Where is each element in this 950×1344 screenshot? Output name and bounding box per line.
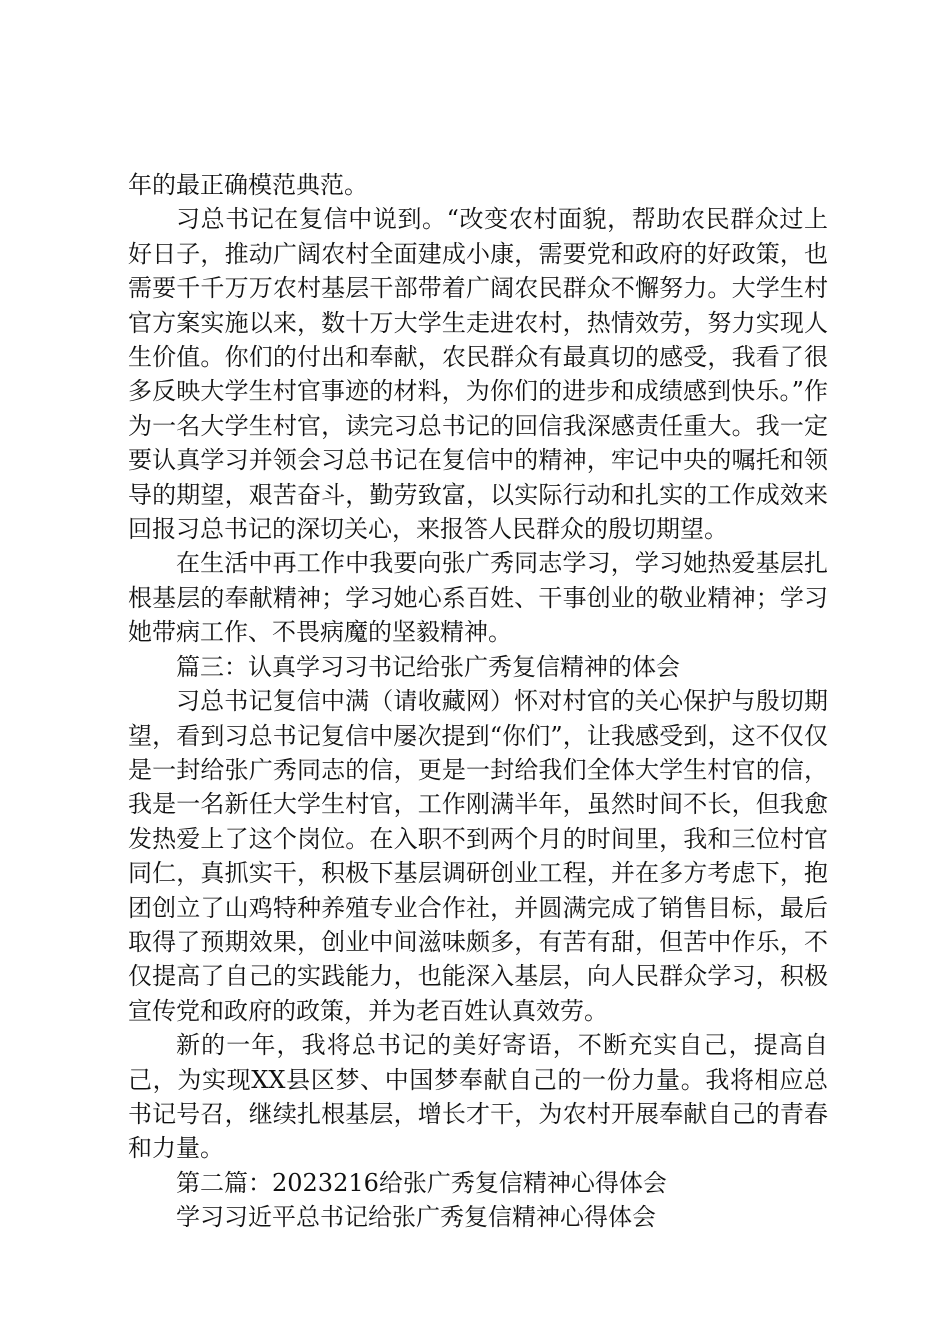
section-subtitle: 学习习近平总书记给张广秀复信精神心得体会 xyxy=(176,1203,656,1232)
paragraph-learn-from-zhang: 在生活中再工作中我要向张广秀同志学习，学习她热爱基层扎根基层的奉献精神；学习她心系百姓、干事创业的敬业精神；学习她带病工作、不畏病魔的坚毅精神。 xyxy=(128,549,828,647)
section-heading-part-three: 篇三：认真学习习书记给张广秀复信精神的体会 xyxy=(176,652,680,681)
paragraph-new-year-commitment: 新的一年，我将总书记的美好寄语，不断充实自己，提高自己，为实现XX县区梦、中国梦奉献自己的一份力量。我将相应总书记号召，继续扎根基层，增长才干，为农村开展奉献自己的青春和力量。 xyxy=(128,1031,828,1163)
section-heading-second-article: 第二篇：2023216给张广秀复信精神心得体会 xyxy=(176,1168,667,1197)
document-page xyxy=(128,168,828,1235)
paragraph-reply-letter-quote: 习总书记在复信中说到。“改变农村面貌，帮助农民群众过上好日子，推动广阔农村全面建成小康，需要党和政府的好政策，也需要千千万万农村基层干部带着广阔农民群众不懈努力。大学生村官方案实施以来，数十万大学生走进农村，热情效劳，努力实现人生价值。你们的付出和奉献，农民群众有最真切的感受，我看了很多反映大学生村官事迹的材料，为你们的进步和成绩感到快乐。”作为一名大学生村官，读完习总书记的回信我深感责任重大。我一定要认真学习并领会习总书记在复信中的精神，牢记中央的嘱托和领导的期望，艰苦奋斗，勤劳致富，以实际行动和扎实的工作成效来回报习总书记的深切关心，来报答人民群众的殷切期望。 xyxy=(128,205,828,544)
paragraph-village-official-experience: 习总书记复信中满（请收藏网）怀对村官的关心保护与殷切期望，看到习总书记复信中屡次提到“你们”，让我感受到，这不仅仅是一封给张广秀同志的信，更是一封给我们全体大学生村官的信，我是一名新任大学生村官，工作刚满半年，虽然时间不长，但我愈发热爱上了这个岗位。在入职不到两个月的时间里，我和三位村官同仁，真抓实干，积极下基层调研创业工程，并在多方考虑下，抱团创立了山鸡特种养殖专业合作社，并圆满完成了销售目标，最后取得了预期效果，创业中间滋味颇多，有苦有甜，但苦中作乐，不仅提高了自己的实践能力，也能深入基层，向人民群众学习，积极宣传党和政府的政策，并为老百姓认真效劳。 xyxy=(128,687,828,1025)
paragraph-continuation: 年的最正确模范典范。 xyxy=(128,171,368,199)
